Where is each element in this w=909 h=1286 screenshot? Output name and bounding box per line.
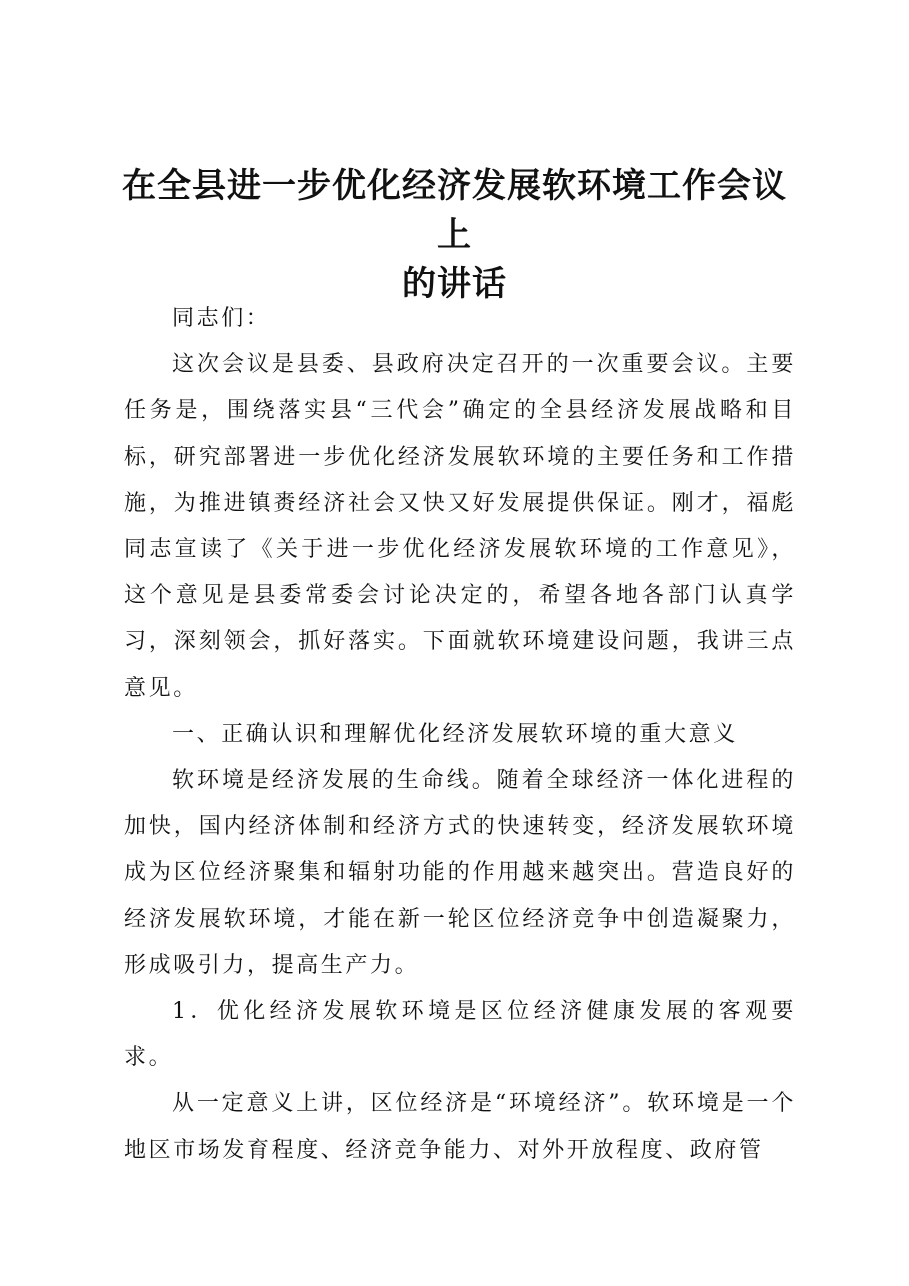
salutation: 同志们： [172, 306, 271, 331]
paragraph-soft-environment: 软环境是经济发展的生命线。随着全球经济一体化进程的加快，国内经济体制和经济方式的快速转变，经济发展软环境成为区位经济聚集和辐射功能的作用越来越突出。营造良好的经济发展软环境，才能在新一轮区位经济竞争中创造凝聚力，形成吸引力，提高生产力。 [124, 768, 796, 978]
document-title [110, 162, 799, 309]
title-line-1: 在全县进一步优化经济发展软环境工作会议上 [122, 166, 787, 255]
title-line-2: 的讲话 [402, 264, 507, 304]
document-body [124, 296, 796, 1174]
section-heading-1: 一、正确认识和理解优化经济发展软环境的重大意义 [172, 721, 738, 747]
subheading-1: 1．优化经济发展软环境是区位经济健康发展的客观要求。 [124, 999, 796, 1071]
paragraph-environment-economy: 从一定意义上讲，区位经济是“环境经济”。软环境是一个地区市场发育程度、经济竞争能力、对外开放程度、政府管 [124, 1091, 796, 1163]
paragraph-intro: 这次会议是县委、县政府决定召开的一次重要会议。主要任务是，围绕落实县“三代会”确定的全县经济发展战略和目标，研究部署进一步优化经济发展软环境的主要任务和工作措施，为推进镇赉经济社会又快又好发展提供保证。刚才，福彪同志宣读了《关于进一步优化经济发展软环境的工作意见》，这个意见是县委常委会讨论决定的，希望各地各部门认真学习，深刻领会，抓好落实。下面就软环境建设问题，我讲三点意见。 [124, 352, 796, 701]
